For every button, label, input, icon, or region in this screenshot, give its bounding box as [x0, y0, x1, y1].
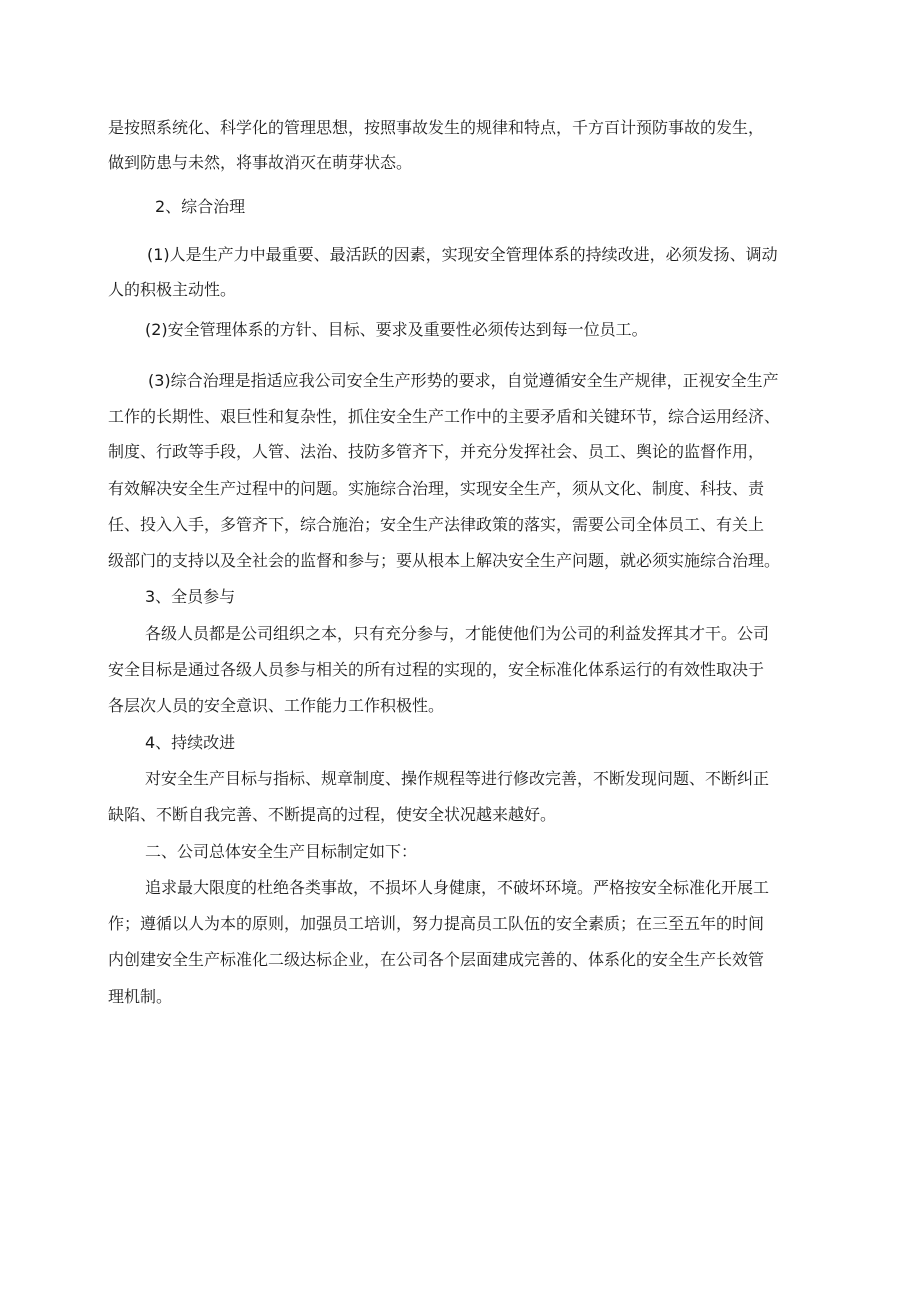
text-line: 工作的长期性、艰巨性和复杂性，抓住安全生产工作中的主要矛盾和关键环节，综合运用经济、: [108, 407, 781, 426]
text-line: 安全目标是通过各级人员参与相关的所有过程的实现的，安全标准化体系运行的有效性取决于: [108, 660, 765, 679]
text-line: 缺陷、不断自我完善、不断提高的过程，使安全状况越来越好。: [108, 805, 557, 824]
text-line: 追求最大限度的杜绝各类事故，不损坏人身健康，不破坏环境。严格按安全标准化开展工: [145, 878, 770, 897]
text-line: 内创建安全生产标准化二级达标企业，在公司各个层面建成完善的、体系化的安全生产长效管: [108, 950, 765, 969]
text-line: 各级人员都是公司组织之本，只有充分参与，才能使他们为公司的利益发挥其才干。公司: [145, 624, 770, 643]
text-line: 制度、行政等手段，人管、法治、技防多管齐下，并充分发挥社会、员工、舆论的监督作用，: [108, 442, 765, 461]
text-line: 对安全生产目标与指标、规章制度、操作规程等进行修改完善，不断发现问题、不断纠正: [145, 769, 770, 788]
text-line: 级部门的支持以及全社会的监督和参与；要从根本上解决安全生产问题，就必须实施综合治理。: [108, 551, 781, 570]
text-line: 做到防患与未然，将事故消灭在萌芽状态。: [108, 153, 413, 172]
text-line: 是按照系统化、科学化的管理思想，按照事故发生的规律和特点，千方百计预防事故的发生，: [108, 118, 765, 137]
text-line: (1)人是生产力中最重要、最活跃的因素，实现安全管理体系的持续改进，必须发扬、调动: [147, 245, 778, 264]
text-line: 各层次人员的安全意识、工作能力工作积极性。: [108, 696, 445, 715]
text-line: 任、投入入手，多管齐下，综合施治；安全生产法律政策的落实，需要公司全体员工、有关上: [108, 515, 765, 534]
text-line: 有效解决安全生产过程中的问题。实施综合治理，实现安全生产，须从文化、制度、科技、责: [108, 479, 765, 498]
text-line: 理机制。: [108, 987, 173, 1006]
section-heading: 二、公司总体安全生产目标制定如下：: [145, 842, 418, 861]
text-line: 作；遵循以人为本的原则，加强员工培训，努力提高员工队伍的安全素质；在三至五年的时间: [108, 914, 765, 933]
section-heading: 4、持续改进: [145, 733, 236, 752]
text-line: (3)综合治理是指适应我公司安全生产形势的要求，自觉遵循安全生产规律，正视安全生产: [148, 371, 779, 390]
section-heading: 3、全员参与: [145, 587, 236, 606]
text-line: (2)安全管理体系的方针、目标、要求及重要性必须传达到每一位员工。: [145, 320, 648, 339]
section-heading: 2、综合治理: [155, 197, 246, 216]
text-line: 人的积极主动性。: [108, 280, 237, 299]
